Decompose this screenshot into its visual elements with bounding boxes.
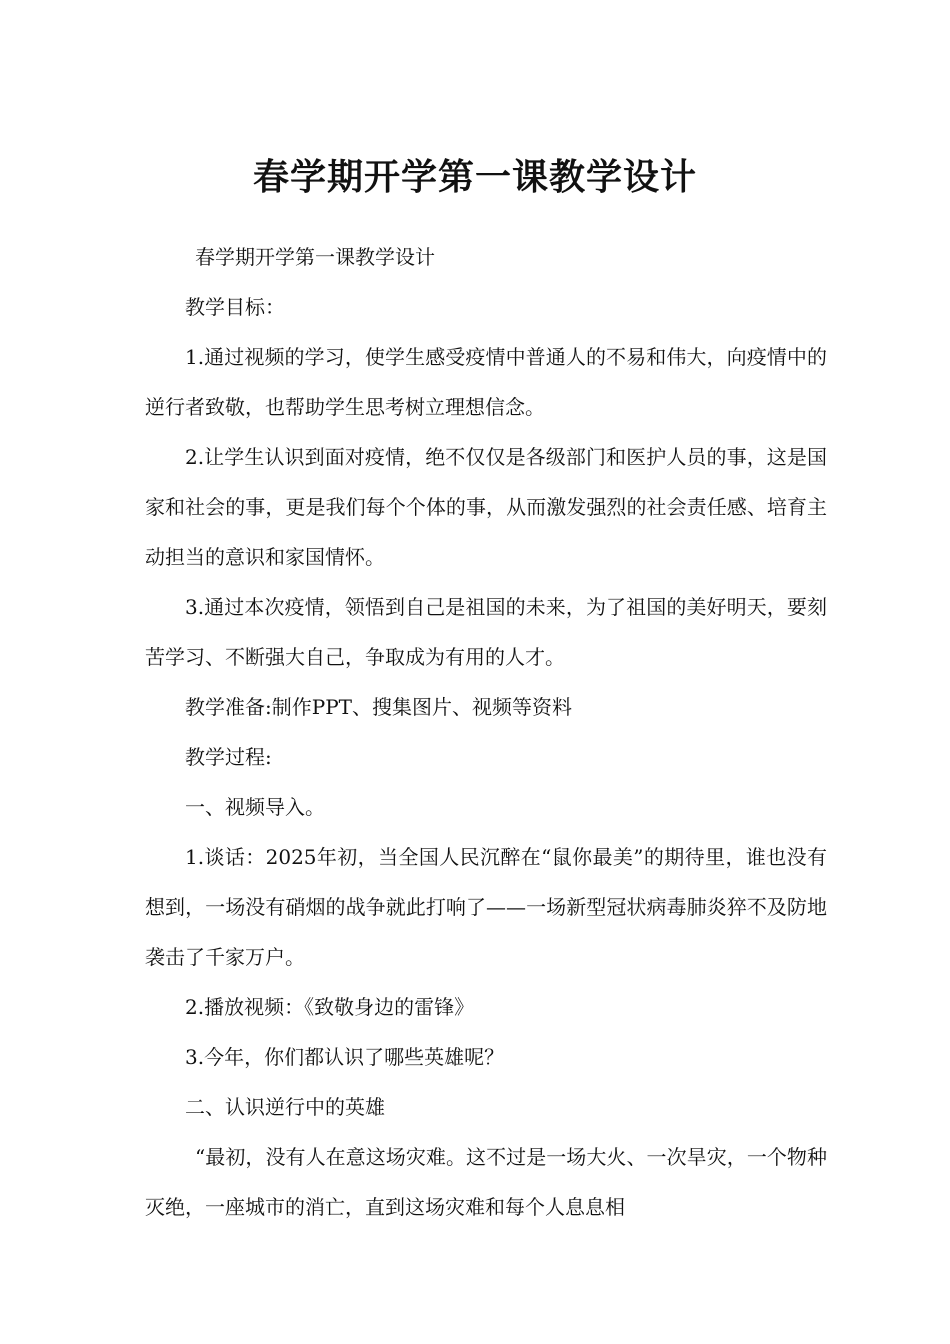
body-paragraph-step-3: 3.今年，你们都认识了哪些英雄呢？	[185, 1045, 505, 1069]
document-body	[145, 232, 827, 1232]
document-title: 春学期开学第一课教学设计	[252, 157, 697, 199]
body-paragraph-section-1: 一、视频导入。	[185, 795, 325, 819]
body-paragraph-goal-1: 1.通过视频的学习，使学生感受疫情中普通人的不易和伟大，向疫情中的逆行者致敬，也帮助学生思考树立理想信念。	[145, 345, 827, 419]
body-paragraph-goals-heading: 教学目标：	[185, 295, 285, 319]
body-paragraph-preparation: 教学准备:制作PPT、搜集图片、视频等资料	[185, 695, 572, 719]
body-paragraph-process-heading: 教学过程:	[185, 745, 272, 769]
body-paragraph-subtitle: 春学期开学第一课教学设计	[195, 245, 435, 269]
body-paragraph-quote: “最初，没有人在意这场灾难。这不过是一场大火、一次旱灾，一个物种灭绝，一座城市的消亡，直到这场灾难和每个人息息相	[145, 1145, 827, 1219]
body-paragraph-goal-2: 2.让学生认识到面对疫情，绝不仅仅是各级部门和医护人员的事，这是国家和社会的事，更是我们每个个体的事，从而激发强烈的社会责任感、培育主动担当的意识和家国情怀。	[145, 445, 827, 569]
body-paragraph-section-2: 二、认识逆行中的英雄	[185, 1095, 385, 1119]
body-paragraph-step-2: 2.播放视频：《致敬身边的雷锋》	[185, 995, 475, 1019]
body-paragraph-goal-3: 3.通过本次疫情，领悟到自己是祖国的未来，为了祖国的美好明天，要刻苦学习、不断强大自己，争取成为有用的人才。	[145, 595, 827, 669]
body-paragraph-step-1: 1.谈话：2025年初，当全国人民沉醉在“鼠你最美”的期待里，谁也没有想到，一场没有硝烟的战争就此打响了——一场新型冠状病毒肺炎猝不及防地袭击了千家万户。	[145, 845, 827, 969]
